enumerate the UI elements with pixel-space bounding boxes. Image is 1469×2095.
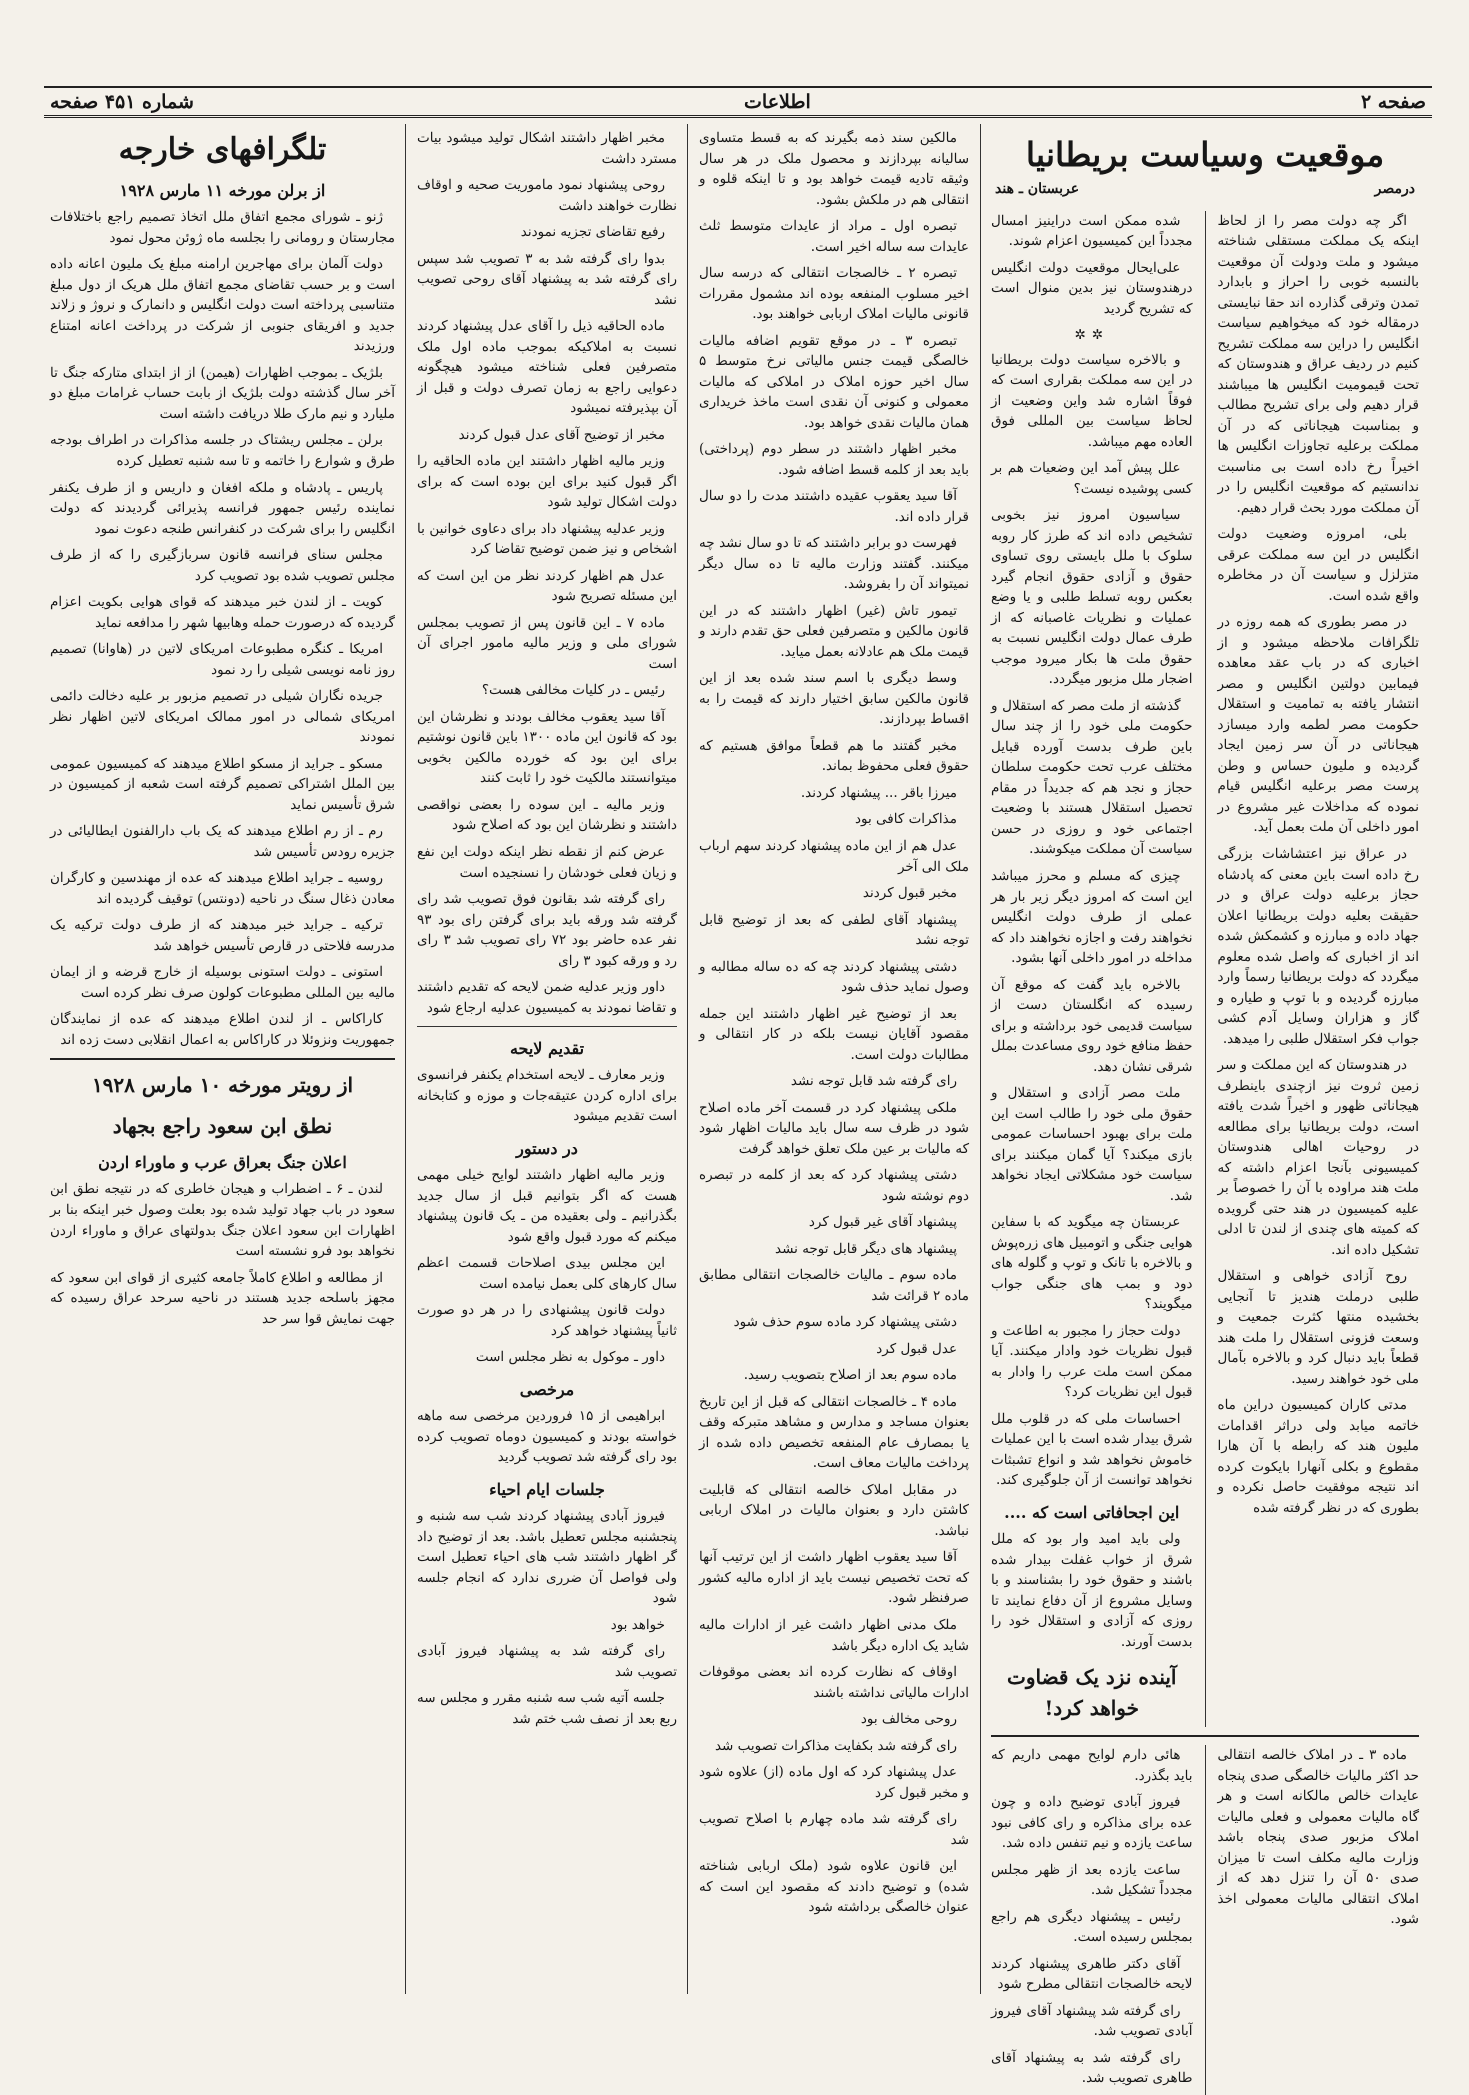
article-paragraph: و بالاخره سیاست دولت بریطانیا در این سه مملکت بقراری است که فوقاً اشاره شد واین وضعیت از لحاظ سیاست بین المللی فوق العاده مهم میباشد. [991,351,1193,450]
telegram-paragraph: لندن ـ ۶ ـ اضطراب و هیجان خاطری که در نتیجه نطق ابن سعود در باب جهاد تولید شده بود بعلت وصول خبر اینکه بنا بر اظهارات ابن سعود اعلان جنگ بدولتهای عراق و ماوراء اردن نخواهد بود فرو نشسته است [50,1181,395,1260]
dateline-left: عربستان ـ هند [995,181,1080,198]
article-paragraph: علل پیش آمد این وضعیات هم بر کسی پوشیده نیست؟ [991,460,1193,497]
telegram-paragraph: امریکا ـ کنگره مطبوعات امریکای لاتین در (هاوانا) تصمیم روز نامه نویسی شیلی را رد نمود [50,641,395,678]
article-paragraph: روحی مخالف بود [860,1711,957,1728]
telegram-paragraph: ژنو ـ شورای مجمع اتفاق ملل اتخاذ تصمیم راجع باختلافات مجارستان و رومانی را بجلسه ماه ژوئن محول نمود [50,209,395,246]
article-paragraph: آقای دکتر طاهری پیشنهاد کردند لایحه خالصجات انتقالی مطرح شود [991,1955,1193,1993]
telegram-paragraph: مجلس سنای فرانسه قانون سربازگیری را که از طرف مجلس تصویب شده بود تصویب کرد [50,547,395,584]
article-paragraph: بعد از توضیح غیر اظهار داشتند این جمله مقصود آقایان نیست بلکه در کار انتقالی و مطالبات دولت است. [699,1005,969,1063]
issue-number: شماره ۴۵۱ صفحه [50,90,194,113]
telegram-paragraph: استونی ـ دولت استونی بوسیله از خارج قرضه و از ایمان مالیه بین المللی مطبوعات کولون صرف نظر کرده است [50,964,395,1001]
telegram-paragraph: برلن ـ مجلس ریشتاک در جلسه مذاکرات در اطراف بودجه طرق و شوارع را خاتمه و تا سه شنبه تعطیل کرده [50,432,395,469]
article-paragraph: مخبر گفتند ما هم قطعاً موافق هستیم که حقوق فعلی محفوظ بماند. [699,737,969,775]
article-paragraph: اوقاف که نظارت کرده اند بعضی موقوفات ادارات مالیاتی نداشته باشند [699,1664,969,1701]
article-paragraph: تبصره ۲ ـ خالصجات انتقالی که درسه سال اخیر مسلوب المنفعه بوده اند مشمول مقررات قانونی مالیات املاک اربابی خواهند بود. [699,265,969,323]
stars-divider: ✲✲ [1074,327,1110,344]
article-paragraph: علی‌ایحال موقعیت دولت انگلیس درهندوستان نیز بدین منوال است که تشریح گردید [991,259,1193,317]
article-paragraph: ماده ۳ ـ در املاک خالصه انتقالی حد اکثر مالیات خالصگی صدی پنجاه عایدات خالص مالکانه است و هر گاه مالیات معمولی و فعلی مالیات املاک مزبور صدی پنجاه باشد وزارت مالیه مکلف است تا میزان صدی ۵۰ آن را تنزل دهد که از املاک انتقالی مالیات معمولی اخذ شود. [1217,1747,1419,1928]
article-paragraph: عرض کنم از نقطه نظر اینکه دولت این نفع و زیان فعلی خودشان را نسنجیده است [417,843,677,881]
column-divider [1205,211,1206,1728]
article-paragraph: وزیر مالیه اظهار داشتند لوایح خیلی مهمی هست که اگر بتوانیم قبل از سال جدید بگذرانیم ـ ولی بعقیده من ـ یک قانون پیشنهاد میکنم که مورد قبول واقع شود [417,1167,677,1245]
column-foreign-telegrams [44,124,401,1994]
telegram-paragraph: کویت ـ از لندن خبر میدهند که قوای هوایی بکویت اعزام گردیده که درصورت حمله وهابیها شهر را مدافعه نماید [50,594,395,631]
article-paragraph: مدتی کاران کمیسیون دراین ماه خاتمه میابد ولی دراثر اقدامات ملیون هند که رابطه با آن هارا مقطوع و بکلی آنهارا بایکوت کرده اند نتیجه موفقیت حاصل نکرده و بطوری که در نظر گرفته شده [1217,1397,1419,1516]
article-paragraph: میرزا باقر ... پیشنهاد کردند. [800,784,957,801]
telegram-paragraph: کاراکاس ـ از لندن اطلاع میدهند که عده از نمایندگان جمهوریت ونزوئلا در کاراکاس به اعمال انقلابی دست زده اند [50,1011,395,1048]
column-rule [980,124,981,1994]
section-subhead: مرخصی [519,1379,575,1399]
article-paragraph: جلسه آتیه شب سه شنبه مقرر و مجلس سه ربع بعد از نصف شب ختم شد [417,1690,677,1727]
article-paragraph: در مقابل املاک خالصه انتقالی که قابلیت کاشتن دارد و بعنوان مالیات در املاک اربابی نباشد. [699,1481,969,1539]
article-paragraph: تیمور تاش (غیر) اظهار داشتند که در این قانون مالکین و متصرفین فعلی حق تقدم دارند و قیمت ملک هم عادلانه بعمل میاید. [699,602,969,660]
section-divider [417,1026,677,1027]
article-paragraph: ولی باید امید وار بود که ملل شرق از خواب غفلت بیدار شده باشند و حقوق خود را بشناسند و با وسایل مشروع از آن دفاع نمایند تا روزی که آزادی و استقلال خود را بدست آورند. [991,1531,1193,1650]
article-paragraph: دشتی پیشنهاد کرد که بعد از کلمه در تبصره دوم نوشته شود [699,1167,969,1204]
masthead [44,86,1432,118]
article-paragraph: مخبر اظهار داشتند در سطر دوم (پرداختی) باید بعد از کلمه قسط اضافه شود. [699,441,969,478]
dateline-right: درمصر [1374,181,1415,198]
article-paragraph: آقا سید یعقوب عقیده داشتند مدت را دو سال قرار داده اند. [699,488,969,525]
column-rule [405,124,406,1994]
article-paragraph: تبصره اول ـ مراد از عایدات متوسط ثلث عایدات سه ساله اخیر است. [699,218,969,255]
article-paragraph: ماده ۷ ـ این قانون پس از تصویب بمجلس شورای ملی و وزیر مالیه مامور اجرای آن است [417,614,677,672]
article-paragraph: دشتی پیشنهاد کردند چه که ده ساله مطالبه و وصول نماید حذف شود [699,958,969,996]
section-divider [50,1058,395,1060]
column-divider [1205,1745,1206,2095]
article-paragraph: رای گرفته شد به پیشنهاد آقای طاهری تصویب شد. [991,2049,1193,2087]
telegram-paragraph: دولت آلمان برای مهاجرین ارامنه مبلغ یک ملیون اعانه داده است و بر حسب تقاضای مجمع اتفاق ملل هریک از دول مبلغ متناسبی پرداخته است دولت انگلیس و دانمارک و نروژ و زلاند جدید و افریقای جنوبی از شرکت در پرداخت اعانه امتناع ورزیدند [50,256,395,355]
article-paragraph: در عراق نیز اعتشاشات بزرگی رخ داده است باین معنی که پادشاه حجاز برعلیه دولت عراق و در حقیقت بعلیه دولت بریطانیا اعلان جهاد داده و مبارزه و کشمکش شده اند از اخباری که واصل شده معلوم میگردد که دولت بریطانیا رسماً وارد مبارزه گردیده و با توپ و طیاره و گاز و هزاران وسایل آدم کشی جواب فکر استقلال طلبی را میدهد. [1217,845,1419,1047]
column-parliament-2 [411,124,683,1994]
article-paragraph: پیشنهاد آقای لطفی که بعد از توضیح قابل توجه نشد [699,911,969,949]
telegram-paragraph: جریده نگاران شیلی در تصمیم مزبور بر علیه دخالت دائمی امریکای شمالی در امور ممالک امریکای لاتین اظهار نظر نمودند [50,688,395,746]
article-paragraph: دولت حجاز را مجبور به اطاعت و قبول نظریات خود وادار میکنند. آیا ممکن است ملت عرب را وادار به قبول این نظریات کرد؟ [991,1322,1193,1401]
article-paragraph: عدل قبول کرد [876,1340,957,1357]
article-paragraph: دشتی پیشنهاد کرد ماده سوم حذف شود [733,1314,957,1331]
article-paragraph: فیروز آبادی توضیح داده و چون عده برای مذاکره و رای کافی نبود ساعت یازده و نیم تنفس داده شد. [991,1794,1193,1852]
telegram-paragraph: پاریس ـ پادشاه و ملکه افغان و داریس و از طرف یکنفر نماینده رئیس جمهور فرانسه پذیرائی گردیدند که دولت انگلیس را برای شرکت در کنفرانس طنجه دعوت نمود [50,479,395,537]
article-paragraph: ملک مدنی اظهار داشت غیر از ادارات مالیه شاید یک اداره دیگر باشد [699,1617,969,1654]
closing-line: آینده نزد یک قضاوت خواهد کرد! [1007,1665,1177,1720]
article-paragraph: رای گرفته شد بقانون فوق تصویب شد رای گرفته شد ورقه باید برای گرفتن رای بود ۹۳ نفر عده حاضر بود ۷۲ رای تصویب شد ۳ رای رد و ورقه کبود ۳ رای [417,891,677,969]
telegram-paragraph: مسکو ـ جراید از مسکو اطلاع میدهند که کمیسیون عمومی بین الملل اشتراکی تصمیم گرفته است شعبه از کمیسیون در شرق تأسیس نماید [50,755,395,813]
headline-foreign-telegrams: تلگرافهای خارجه [118,132,327,167]
article-paragraph: ماده ۴ ـ خالصجات انتقالی که قبل از این تاریخ بعنوان مساجد و مدارس و مشاهد متبرکه وقف یا بمصارف عام المنفعه تخصیص داده شده از پرداخت مالیات معاف است. [699,1393,969,1472]
section-divider [991,1735,1419,1737]
article-paragraph: گذشته از ملت مصر که استقلال و حکومت ملی خود را از چند سال باین طرف بدست آورده قبایل مختلف عرب تحت حکومت سلطان حجاز و نجد هم که جدیداً در مقام تحصیل استقلال هستند با وضعیت اجتماعی خود و روزی در حسن سیاست آن مملکت میکوشند. [991,697,1193,858]
article-paragraph: عدل پیشنهاد کرد که اول ماده (از) علاوه شود و مخبر قبول کرد [699,1764,969,1801]
article-paragraph: شده ممکن است دراینیز امسال مجدداً این کمیسیون اعزام شوند. [991,212,1193,250]
article-paragraph: رای گرفته شد پیشنهاد آقای فیروز آبادی تصویب شد. [991,2002,1193,2040]
section-subhead: در دستور [516,1138,578,1158]
article-paragraph: وزیر مالیه ـ این سوده را بعضی نواقصی داشتند و نظرشان این بود که اصلاح شود [417,796,677,834]
bottom-right [1218,1745,1420,2095]
article-paragraph: وسط دیگری با اسم سند شده بعد از این قانون مالکین سابق اختیار دارند که قیمت را به اقساط بپردازند. [699,670,969,728]
article-paragraph: سیاسیون امروز نیز بخوبی تشخیص داده اند که طرز کار روبه سلوک با ملل بایستی روی تساوی حقوق و آزادی حقوق انجام گیرد بعکس روبه تسلط طلبی و یا وضع عملیات و نظریات غاصبانه که از طرف عمال دولت انگلیس نسبت به حقوق ملت ها بکار میرود موجب اضجار ملل مزبور میگردد. [991,507,1193,688]
subcolumn-right [1218,211,1420,1728]
article-paragraph: ماده الحاقیه ذیل را آقای عدل پیشنهاد کردند نسبت به املاکیکه بموجب ماده اول ملک متصرفین فعلی شناخته میشود هیچگونه دعوایی راجع به زمان تصرف دولت و قبل از آن بپذیرفته نمیشود [417,318,677,417]
column-parliament-1 [693,124,975,1994]
article-paragraph: روح آزادی خواهی و استقلال طلبی درملت هندیز تا آنجایی بخشیده منتها کثرت جمعیت و وسعت فزونی استقلال را ملت هند قطعاً باید دنبال کرد و بالاخره بآمال ملی خود خواهند رسید. [1217,1268,1419,1387]
article-paragraph: وزیر معارف ـ لایحه استخدام یکنفر فرانسوی برای اداره کردن عتیقه‌جات و موزه و کتابخانه است تقدیم میشود [417,1067,677,1125]
bottom-left [991,1745,1193,2095]
column-british-policy [985,124,1425,2087]
article-paragraph: مذاکرات کافی بود [855,811,957,828]
article-paragraph: فیروز آبادی پیشنهاد کردند شب سه شنبه و پنجشنبه مجلس تعطیل باشد. بعد از توضیح داد گر اظهار داشتند شب های احیاء تعطیل است ولی فواصل آن ضرری ندارد که انجام جلسه شود [417,1508,677,1607]
article-paragraph: این مجلس بیدی اصلاحات قسمت اعظم سال کارهای کلی بعمل نیامده است [417,1255,677,1292]
article-paragraph: این قانون علاوه شود (ملک اربابی شناخته شده) و توضیح دادند که مقصود این است که عنوان خالصگی برداشته شود [699,1858,969,1916]
article-paragraph: در مصر بطوری که همه روزه در تلگرافات ملاحظه میشود و از اخباری که در باب عقد معاهده فیمابین دولتین انگلیس و مصر انتشار یافته به تمامیت و استقلال حکومت مصر لطمه وارد میسازد هیجاناتی در آن سر زمین ایجاد گردیده و ملیون حساس و وطن پرست مصر برعلیه انگلیس قیام نموده که مداخلات غیر مشروع در امور داخلی آن ملت بعمل آید. [1217,614,1419,836]
article-paragraph: داور ـ موکول به نظر مجلس است [475,1349,665,1366]
article-paragraph: ملت مصر آزادی و استقلال و حقوق ملی خود را طالب است این ملت برای بهبود احساسات عمومی بازی میکند؟ آیا گمان میکنند برای سیاست خود مشکلاتی ایجاد نخواهد شد. [991,1085,1193,1204]
article-paragraph: رای گرفته شد به پیشنهاد فیروز آبادی تصویب شد [417,1643,677,1680]
article-paragraph: ماده سوم بعد از اصلاح بتصویب رسید. [743,1367,957,1384]
article-paragraph: مخبر از توضیح آقای عدل قبول کردند [458,426,665,443]
dateline [995,179,1415,200]
article-paragraph: رفیع تقاضای تجزیه نمودند [520,224,665,241]
article-paragraph: ساعت یازده بعد از ظهر مجلس مجدداً تشکیل شد. [991,1861,1193,1899]
telegram-headline-ibn-saud: نطق ابن سعود راجع بجهاد [112,1113,333,1138]
article-paragraph: ملکی پیشنهاد کرد در قسمت آخر ماده اصلاح شود در ظرف سه سال باید مالیات اظهار شود که مالیات بر عین ملک تعلق خواهد گرفت [699,1099,969,1157]
article-paragraph: ابراهیمی از ۱۵ فروردین مرخصی سه ماهه خواسته بودند و کمیسیون دوماه تصویب کرده بود رای گرفته شد تصویب گردید [417,1408,677,1466]
page-number: صفحه ۲ [1360,90,1426,113]
telegram-source-berlin: از برلن مورخه ۱۱ مارس ۱۹۲۸ [119,181,326,200]
article-paragraph: پیشنهاد های دیگر قابل توجه نشد [775,1240,957,1257]
article-paragraph: مخبر قبول کردند [862,885,957,902]
article-paragraph: بلی، امروزه وضعیت دولت انگلیس در این سه مملکت عرقی متزلزل و سیاست آن در مخاطره واقع شده است. [1217,526,1419,604]
article-paragraph: خواهد بود [610,1616,665,1633]
article-paragraph: ماده سوم ـ مالیات خالصجات انتقالی مطابق ماده ۲ قرائت شد [699,1267,969,1304]
telegram-paragraph: بلژیک ـ بموجب اظهارات (هیمن) از از ابتدای متارکه جنگ تا آخر سال گذشته دولت بلژیک از بابت حساب غرامات مبلغ دو ملیارد و نیم مارک طلا دریافت داشته است [50,364,395,422]
article-paragraph: بالاخره باید گفت که موقع آن رسیده که انگلستان دست از سیاست قدیمی خود برداشته و برای حفظ منافع خود روی مساعدت بملل شرقی نشان دهد. [991,976,1193,1075]
article-paragraph: عربستان چه میگوید که با سفاین هوایی جنگی و اتومبیل های زره‌پوش و بالاخره با تانک و توپ و گلوله های دود و بمب های جنگی جواب میگویند؟ [991,1214,1193,1313]
subcolumn-left [991,211,1193,1728]
article-paragraph: داور وزیر عدلیه ضمن لایحه که تقدیم داشتند و تقاضا نمودند به کمیسیون عدلیه ارجاع شود [417,979,677,1016]
two-subcolumns [991,211,1419,1728]
article-paragraph: عدل هم از این ماده پیشنهاد کردند سهم ارباب ملک الی آخر [699,837,969,875]
article-paragraph: مخبر اظهار داشتند اشکال تولید میشود بیات مسترد داشت [417,130,677,167]
article-paragraph: رای گرفته شد بکفایت مذاکرات تصویب شد [714,1737,957,1754]
article-paragraph: وزیر مالیه اظهار داشتند این ماده الحاقیه را اگر قبول کنید برای این بوده است که برای دولت اشکال تولید شود [417,453,677,511]
article-paragraph: پیشنهاد آقای غیر قبول کرد [808,1214,957,1231]
article-paragraph: عدل هم اظهار کردند نظر من این است که این مسئله تصریح شود [417,567,677,605]
section-subhead: تقدیم لایحه [509,1039,585,1059]
article-paragraph: روحی پیشنهاد نمود ماموریت صحیه و اوقاف نظارت خواهند داشت [417,177,677,214]
article-paragraph: دولت قانون پیشنهادی را در هر دو صورت ثانیاً پیشنهاد خواهد کرد [417,1302,677,1339]
telegram-subheadline: اعلان جنگ بعراق عرب و ماوراء اردن [98,1153,347,1173]
article-paragraph: رئیس ـ در کلیات مخالفی هست؟ [481,682,665,699]
telegram-paragraph: ترکیه ـ جراید خبر میدهند که از طرف دولت ترکیه یک مدرسه فلاحتی در قارص تأسیس خواهد شد [50,917,395,954]
article-paragraph: چیزی که مسلم و محرز میباشد این است که امروز دیگر زیر بار هر عملی از طرف دولت انگلیس نخواهند رفت و اجازه نخواهند داد که مداخله در امور داخلی آنها بشود. [991,867,1193,967]
article-paragraph: آقا سید یعقوب مخالف بودند و نظرشان این بود که قانون این ماده ۱۳۰۰ باین قانون نوشتیم برای این بود که خورده مالکین بخوبی میتوانستند مالکیت خود را ثابت کنند [417,708,677,787]
article-paragraph: اگر چه دولت مصر را از لحاظ اینکه یک مملکت مستقلی شناخته میشود و ملت ودولت آن موقعیت بالنسبه خوبی را احراز و بابدارد تمدن وترقی گذارده اند حقا نبایستی درمقاله خود که میخواهیم سیاست انگلیس را دراین سه مملکت تشریح کنیم در ردیف عراق و هندوستان که تحت قیمومیت انگلیس ها میباشند قرار دهیم ولی برای تشریح مطالب و بمناسبت هیجاناتی که در آن مملکت برعلیه تجاوزات انگلیس ها اخیراً رخ داده است بی مناسبت ندانستیم که موقعیت انگلیس را در آن مملکت مورد بحث قرار دهیم. [1217,212,1419,516]
article-paragraph: هائی دارم لوایح مهمی داریم که باید بگذرد. [991,1747,1193,1784]
column-rule [687,124,688,1994]
headline-british-policy: موقعیت وسیاست بریطانیا [1025,135,1385,174]
article-paragraph: رای گرفته شد قابل توجه نشد [790,1073,957,1090]
telegram-paragraph: روسیه ـ جراید اطلاع میدهند که عده از مهندسین و کارگران معادن ذغال سنگ در ناحیه (دونتس) توقیف گردیده اند [50,870,395,907]
article-paragraph: تبصره ۳ ـ در موقع تقویم اضافه مالیات خالصگی قیمت جنس مالیاتی نرخ متوسط ۵ سال اخیر حوزه املاک در املاکی که مالیات معمولی و کنونی آن نقدی است ماخذ خریداری همان مالیات نقدی خواهد بود. [699,332,969,431]
article-paragraph: آقا سید یعقوب اظهار داشت از این ترتیب آنها که تحت تخصیص نیست باید از اداره مالیه کشور صرفنظر شود. [699,1549,969,1607]
telegram-source-reuters: از رویتر مورخه ۱۰ مارس ۱۹۲۸ [91,1073,354,1098]
article-paragraph: رای گرفته شد ماده چهارم با اصلاح تصویب شد [699,1811,969,1848]
telegram-paragraph: از مطالعه و اطلاع کاملاً جامعه کثیری از قوای ابن سعود که مجهز باسلحه جدید هستند در ناحیه سرحد عراق رسیده که جهت نمایش قوا سر حد [50,1269,395,1327]
article-paragraph: وزیر عدلیه پیشنهاد داد برای دعاوی خوانین با اشخاص و نیز ضمن توضیح تقاضا کرد [417,520,677,558]
article-paragraph: احساسات ملی که در قلوب ملل شرق بیدار شده است با این عملیات خاموش نخواهد شد و انواع تشبثات نخواهد توانست از آن جلوگیری کند. [991,1410,1193,1489]
section-subhead: جلسات ایام احیاء [489,1479,605,1499]
article-paragraph: رئیس ـ پیشنهاد دیگری هم راجع بمجلس رسیده است. [991,1908,1193,1946]
article-paragraph: بدوا رای گرفته شد به ۳ تصویب شد سپس رای گرفته شد به پیشنهاد آقای روحی تصویب نشد [417,250,677,308]
bottom-subcolumns [991,1745,1419,2095]
section-subhead: این اجحافاتی است که .... [1004,1502,1180,1522]
article-paragraph: در هندوستان که این مملکت و سر زمین ثروت نیز ازچندی باینطرف هیجاناتی ظهور و اخیراً شدت یافته است، دولت بریطانیا برای مطالعه در روحیات اهالی هندوستان کمیسیونی بآنجا اعزام داشته که ملت هند مراوده با آن را خصوصاً بر علیه کمیسیون در هند حتی گرویده که کمیته های چندی از لندن تا ادلی تشکیل داده اند. [1217,1057,1419,1258]
newspaper-title: اطلاعات [744,90,811,113]
article-paragraph: فهرست دو برابر داشتند که تا دو سال نشد چه میکنند. گفتند وزارت مالیه تا ده سال دیگر نمیتواند آن را بفروشد. [699,535,969,593]
telegram-paragraph: رم ـ از رم اطلاع میدهند که یک باب دارالفنون ایطالیائی در جزیره رودس تأسیس شد [50,823,395,860]
article-paragraph: مالکین سند ذمه بگیرند که به قسط متساوی سالیانه بپردازند و محصول ملک در هر سال وثیقه تادیه قیمت خواهد بود و تا اینکه قلوه و انتقالی هم در ملکش بشود. [699,130,969,208]
